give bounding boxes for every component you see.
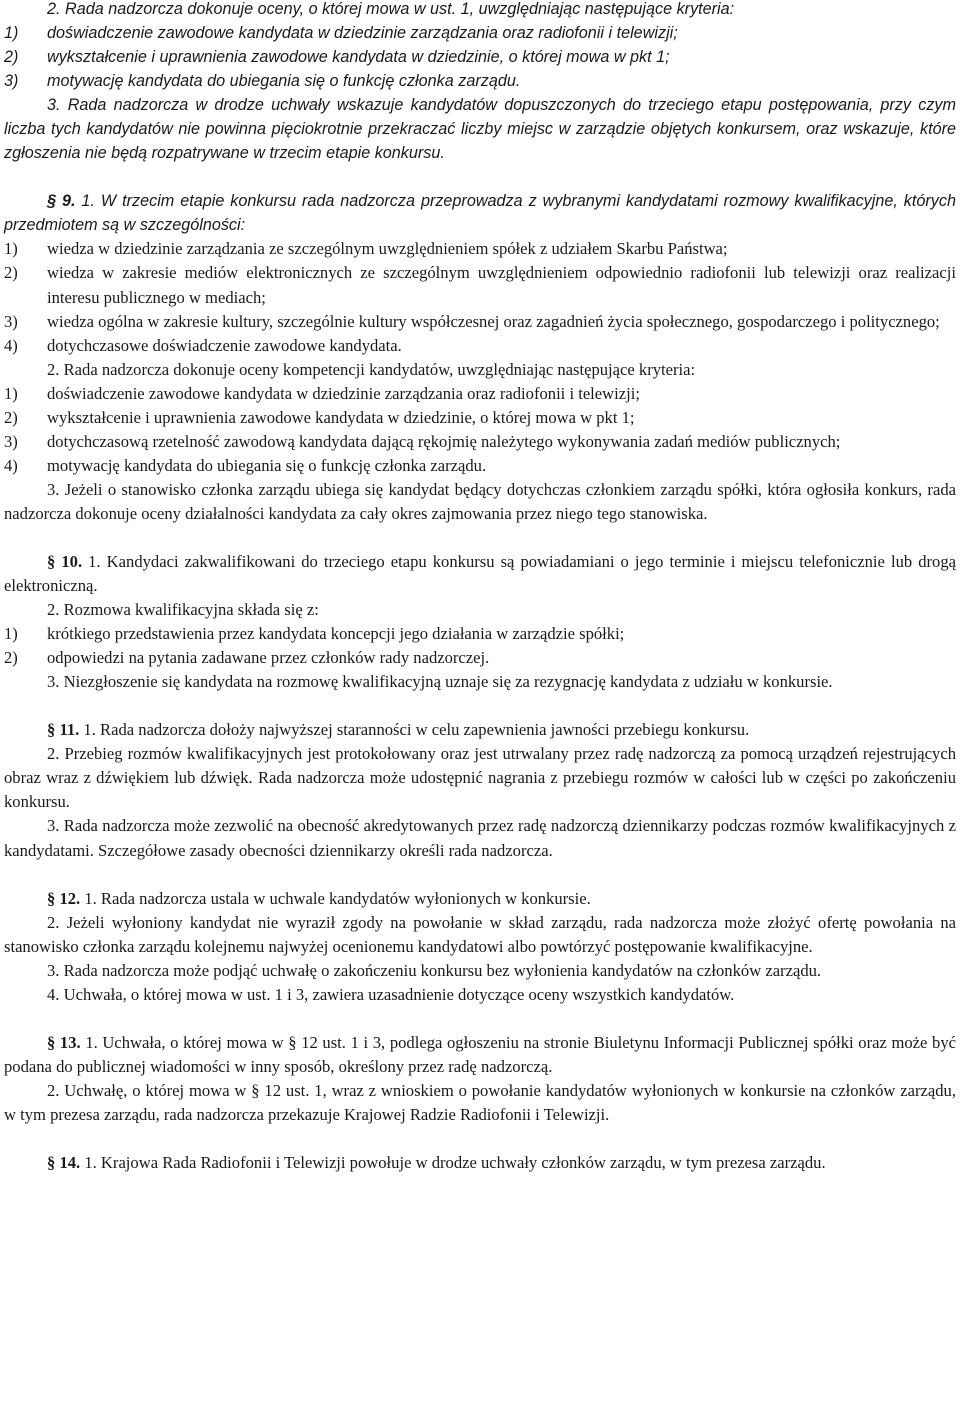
document-page [4,0,956,1175]
list-item-number: 2) [4,263,18,283]
list-item-text: dotychczasowe doświadczenie zawodowe kandydata. [47,335,402,355]
list-item-number: 1) [4,24,19,43]
list-item [4,454,956,478]
section-number: § 10. [47,551,83,571]
list-item-text: wiedza w zakresie mediów elektronicznych ze szczególnym uwzględnieniem odpowiednio radiofonii lub telewizji oraz realizacji interesu publicznego w mediach; [47,263,956,307]
paragraph-spacer [4,1007,956,1031]
section-paragraph [4,718,956,742]
list-item [4,406,956,430]
paragraph: 2. Uchwałę, o której mowa w § 12 ust. 1, wraz z wnioskiem o powołanie kandydatów wyłonionych w konkursie na członków zarządu, w tym prezesa zarządu, rada nadzorcza przekazuje Krajowej Radzie Radiofonii i Telewizji. [4,1080,956,1124]
list-item [4,69,956,93]
list-item [4,646,956,670]
list-item-text: motywację kandydata do ubiegania się o funkcję członka zarządu. [47,72,521,91]
list-item-number: 2) [4,407,18,427]
list-item [4,622,956,646]
section-text: 1. Rada nadzorcza ustala w uchwale kandydatów wyłonionych w konkursie. [80,888,591,908]
list-item-number: 1) [4,239,18,259]
list-item-number: 4) [4,455,18,475]
section-text: 1. Uchwała, o której mowa w § 12 ust. 1 i 3, podlega ogłoszeniu na stronie Biuletynu Informacji Publicznej spółki oraz może być podana do publicznej wiadomości w inny sposób, określony przez radę nadzorczą. [4,1032,957,1076]
section-text: 1. W trzecim etapie konkursu rada nadzorcza przeprowadza z wybranymi kandydatami rozmowy kwalifikacyjne, których przedmiotem są w szczególności: [4,192,956,235]
section-paragraph [4,1151,956,1175]
list-item-text: wykształcenie i uprawnienia zawodowe kandydata w dziedzinie, o której mowa w pkt 1; [47,48,670,67]
paragraph: 2. Przebieg rozmów kwalifikacyjnych jest protokołowany oraz jest utrwalany przez radę nadzorczą za pomocą urządzeń rejestrujących obraz wraz z dźwiękiem lub dźwięk. Rada nadzorcza może udostępnić nagrania z przebiegu rozmów w całości lub w części po zakończeniu konkursu. [4,744,956,812]
paragraph: 3. Rada nadzorcza może podjąć uchwałę o zakończeniu konkursu bez wyłonienia kandydatów na członków zarządu. [47,960,822,980]
section-paragraph [4,189,956,237]
paragraph: 4. Uchwała, o której mowa w ust. 1 i 3, zawiera uzasadnienie dotyczące oceny wszystkich kandydatów. [47,984,735,1004]
paragraph-spacer [4,165,956,189]
paragraph: 2. Rada nadzorcza dokonuje oceny kompetencji kandydatów, uwzględniając następujące kryteria: [47,359,696,379]
section-number: § 13. [47,1032,81,1052]
paragraph: 3. Jeżeli o stanowisko członka zarządu ubiega się kandydat będący dotychczas członkiem zarządu spółki, która ogłosiła konkurs, rada nadzorcza dokonuje oceny działalności kandydata za cały okres zajmowania przez niego tego stanowiska. [4,479,956,523]
list-item-text: dotychczasową rzetelność zawodową kandydata dającą rękojmię należytego wykonywania zadań mediów publicznych; [47,431,841,451]
section-number: § 14. [47,1152,81,1172]
paragraph: 3. Rada nadzorcza może zezwolić na obecność akredytowanych przez radę nadzorczą dziennikarzy podczas rozmów kwalifikacyjnych z kandydatami. Szczegółowe zasady obecności dziennikarzy określi rada nadzorcza. [4,816,956,860]
section-paragraph [4,1031,956,1079]
list-item-text: wykształcenie i uprawnienia zawodowe kandydata w dziedzinie, o której mowa w pkt 1; [47,407,635,427]
list-item [4,382,956,406]
list-item [4,261,956,309]
section-number: § 12. [47,888,81,908]
paragraph-spacer [4,694,956,718]
list-item-number: 3) [4,431,18,451]
list-item-number: 2) [4,648,18,668]
list-item-number: 3) [4,311,18,331]
paragraph: 2. Jeżeli wyłoniony kandydat nie wyraził zgody na powołanie w skład zarządu, rada nadzorcza może złożyć ofertę powołania na stanowisko członka zarządu kolejnemu najwyżej ocenionemu kandydatowi albo powtórzyć postępowanie kwalifikacyjne. [4,912,956,956]
list-item [4,21,956,45]
paragraph: 3. Niezgłoszenie się kandydata na rozmowę kwalifikacyjną uznaje się za rezygnację kandydata z udziału w konkursie. [47,672,833,692]
section-paragraph [4,887,956,911]
list-item [4,310,956,334]
list-item-text: motywację kandydata do ubiegania się o funkcję członka zarządu. [47,455,487,475]
list-item [4,237,956,261]
list-item-number: 3) [4,72,19,91]
section-text: 1. Rada nadzorcza dołoży najwyższej staranności w celu zapewnienia jawności przebiegu konkursu. [79,720,750,740]
paragraph: 3. Rada nadzorcza w drodze uchwały wskazuje kandydatów dopuszczonych do trzeciego etapu postępowania, przy czym liczba tych kandydatów nie powinna pięciokrotnie przekraczać liczby miejsc w zarządzie objętych konkursem, oraz wskazuje, które zgłoszenia nie będą rozpatrywane w trzecim etapie konkursu. [4,96,956,163]
paragraph-spacer [4,1127,956,1151]
list-item-text: doświadczenie zawodowe kandydata w dziedzinie zarządzania oraz radiofonii i telewizji; [47,24,678,43]
paragraph: 2. Rada nadzorcza dokonuje oceny, o której mowa w ust. 1, uwzględniając następujące kryteria: [47,0,735,18]
list-item [4,430,956,454]
list-item-text: doświadczenie zawodowe kandydata w dziedzinie zarządzania oraz radiofonii i telewizji; [47,383,640,403]
section-text: 1. Kandydaci zakwalifikowani do trzeciego etapu konkursu są powiadamiani o jego terminie i miejscu telefonicznie lub drogą elektroniczną. [4,551,956,596]
paragraph-spacer [4,863,956,887]
paragraph-spacer [4,526,956,550]
section-number: § 9. [47,192,76,211]
list-item [4,334,956,358]
list-item-number: 4) [4,335,18,355]
list-item-number: 1) [4,624,18,644]
list-item-text: odpowiedzi na pytania zadawane przez członków rady nadzorczej. [47,648,490,668]
list-item-number: 2) [4,48,19,67]
paragraph: 2. Rozmowa kwalifikacyjna składa się z: [47,600,319,620]
section-number: § 11. [47,720,80,740]
section-paragraph [4,550,956,598]
section-text: 1. Krajowa Rada Radiofonii i Telewizji powołuje w drodze uchwały członków zarządu, w tym prezesa zarządu. [80,1152,826,1172]
list-item [4,45,956,69]
list-item-text: krótkiego przedstawienia przez kandydata koncepcji jego działania w zarządzie spółki; [47,624,625,644]
list-item-text: wiedza ogólna w zakresie kultury, szczególnie kultury współczesnej oraz zagadnień życia społecznego, gospodarczego i politycznego; [47,311,940,331]
list-item-number: 1) [4,383,18,403]
list-item-text: wiedza w dziedzinie zarządzania ze szczególnym uwzględnieniem spółek z udziałem Skarbu Państwa; [47,239,728,259]
